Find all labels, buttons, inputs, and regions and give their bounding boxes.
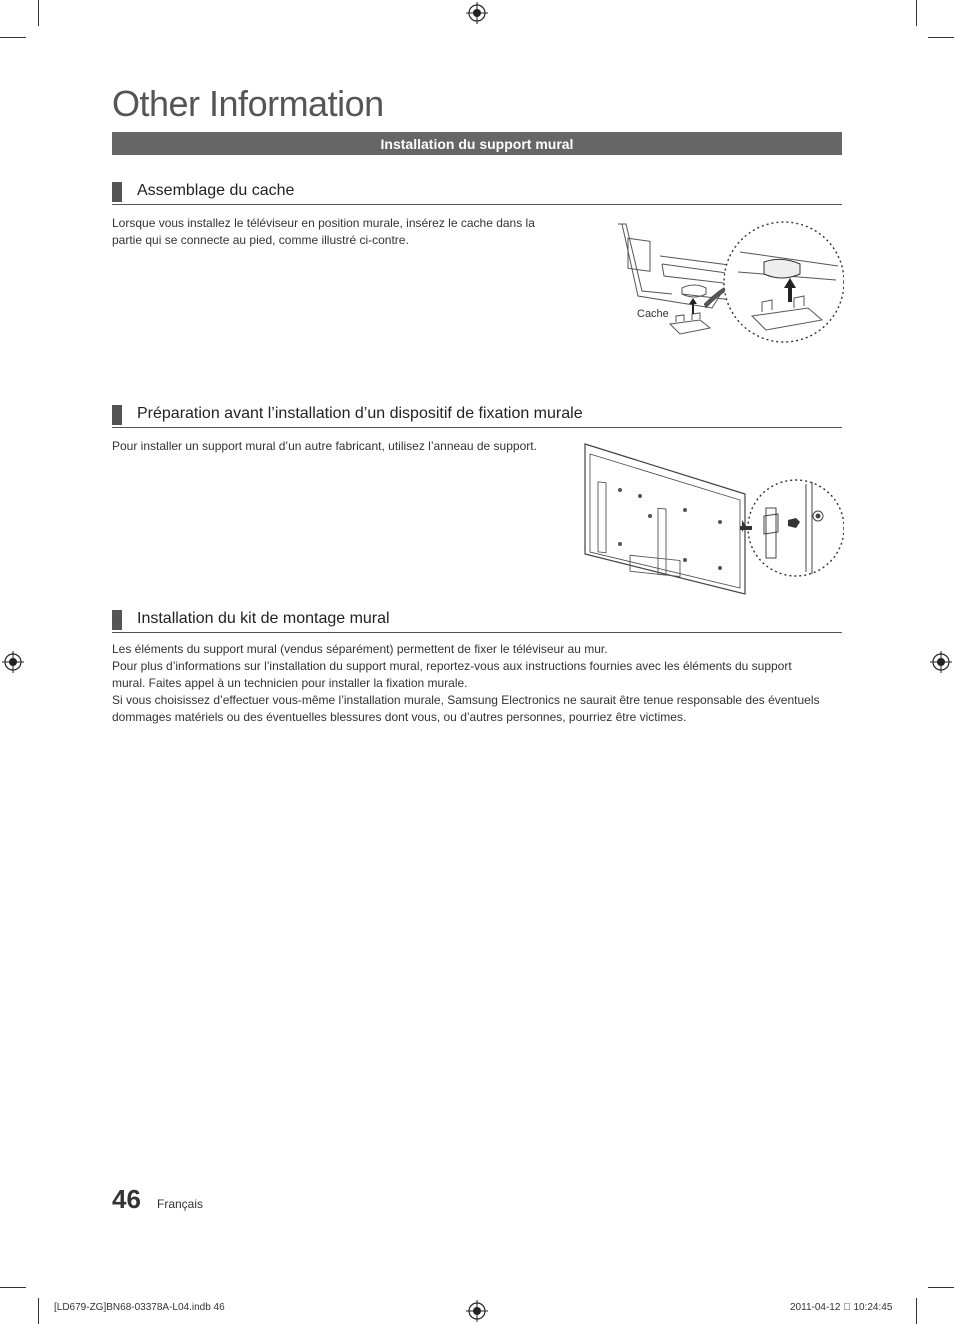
crop-mark (0, 1287, 26, 1288)
crop-mark (38, 0, 39, 26)
section-heading-text: Préparation avant l’installation d’un dispositif de fixation murale (137, 405, 583, 422)
section-heading-text: Installation du kit de montage mural (137, 610, 390, 627)
body-line: Lorsque vous installez le téléviseur en position murale, insérez le cache dans la (112, 216, 535, 230)
section-heading-assemblage (112, 182, 842, 205)
crop-mark (928, 1287, 954, 1288)
heading-bar (112, 405, 122, 425)
file-slug: [LD679-ZG]BN68-03378A-L04.indb 46 (54, 1302, 225, 1313)
registration-mark-icon (466, 1300, 488, 1322)
body-line: Si vous choisissez d’effectuer vous-même l’installation murale, Samsung Electronics ne saurait être tenue responsable des éventuels (112, 693, 820, 707)
page-number: 46 (112, 1184, 141, 1214)
chapter-title: Other Information (112, 83, 384, 124)
crop-mark (916, 0, 917, 26)
page-language: Français (157, 1197, 204, 1211)
body-line: partie qui se connecte au pied, comme illustré ci-contre. (112, 233, 409, 247)
section-banner: Installation du support mural (112, 132, 842, 155)
body-line: Les éléments du support mural (vendus séparément) permettent de fixer le téléviseur au mur. (112, 642, 608, 656)
section-heading-text: Assemblage du cache (137, 182, 295, 199)
print-timestamp: 2011-04-12   10:24:45 (790, 1302, 893, 1313)
section-heading-kit (112, 610, 842, 633)
body-line: dommages matériels ou des éventuelles blessures dont vous, ou d’autres personnes, pourriez être victimes. (112, 710, 687, 724)
heading-bar (112, 182, 122, 202)
body-line: mural. Faites appel à un technicien pour installer la fixation murale. (112, 676, 468, 690)
crop-mark (916, 1298, 917, 1324)
body-line: Pour installer un support mural d’un autre fabricant, utilisez l’anneau de support. (112, 439, 537, 453)
crop-mark (38, 1298, 39, 1324)
registration-mark-icon (466, 2, 488, 24)
heading-bar (112, 610, 122, 630)
section-heading-preparation (112, 405, 842, 428)
cover-assembly-illustration (612, 216, 844, 346)
crop-mark (928, 37, 954, 38)
registration-mark-icon (930, 651, 952, 673)
crop-mark (0, 37, 26, 38)
tv-back-mounting-illustration (580, 440, 844, 600)
figure-label-cache: Cache (637, 308, 669, 320)
body-line: Pour plus d’informations sur l’installation du support mural, reportez-vous aux instructions fournies avec les éléments du support (112, 659, 792, 673)
registration-mark-icon (2, 651, 24, 673)
